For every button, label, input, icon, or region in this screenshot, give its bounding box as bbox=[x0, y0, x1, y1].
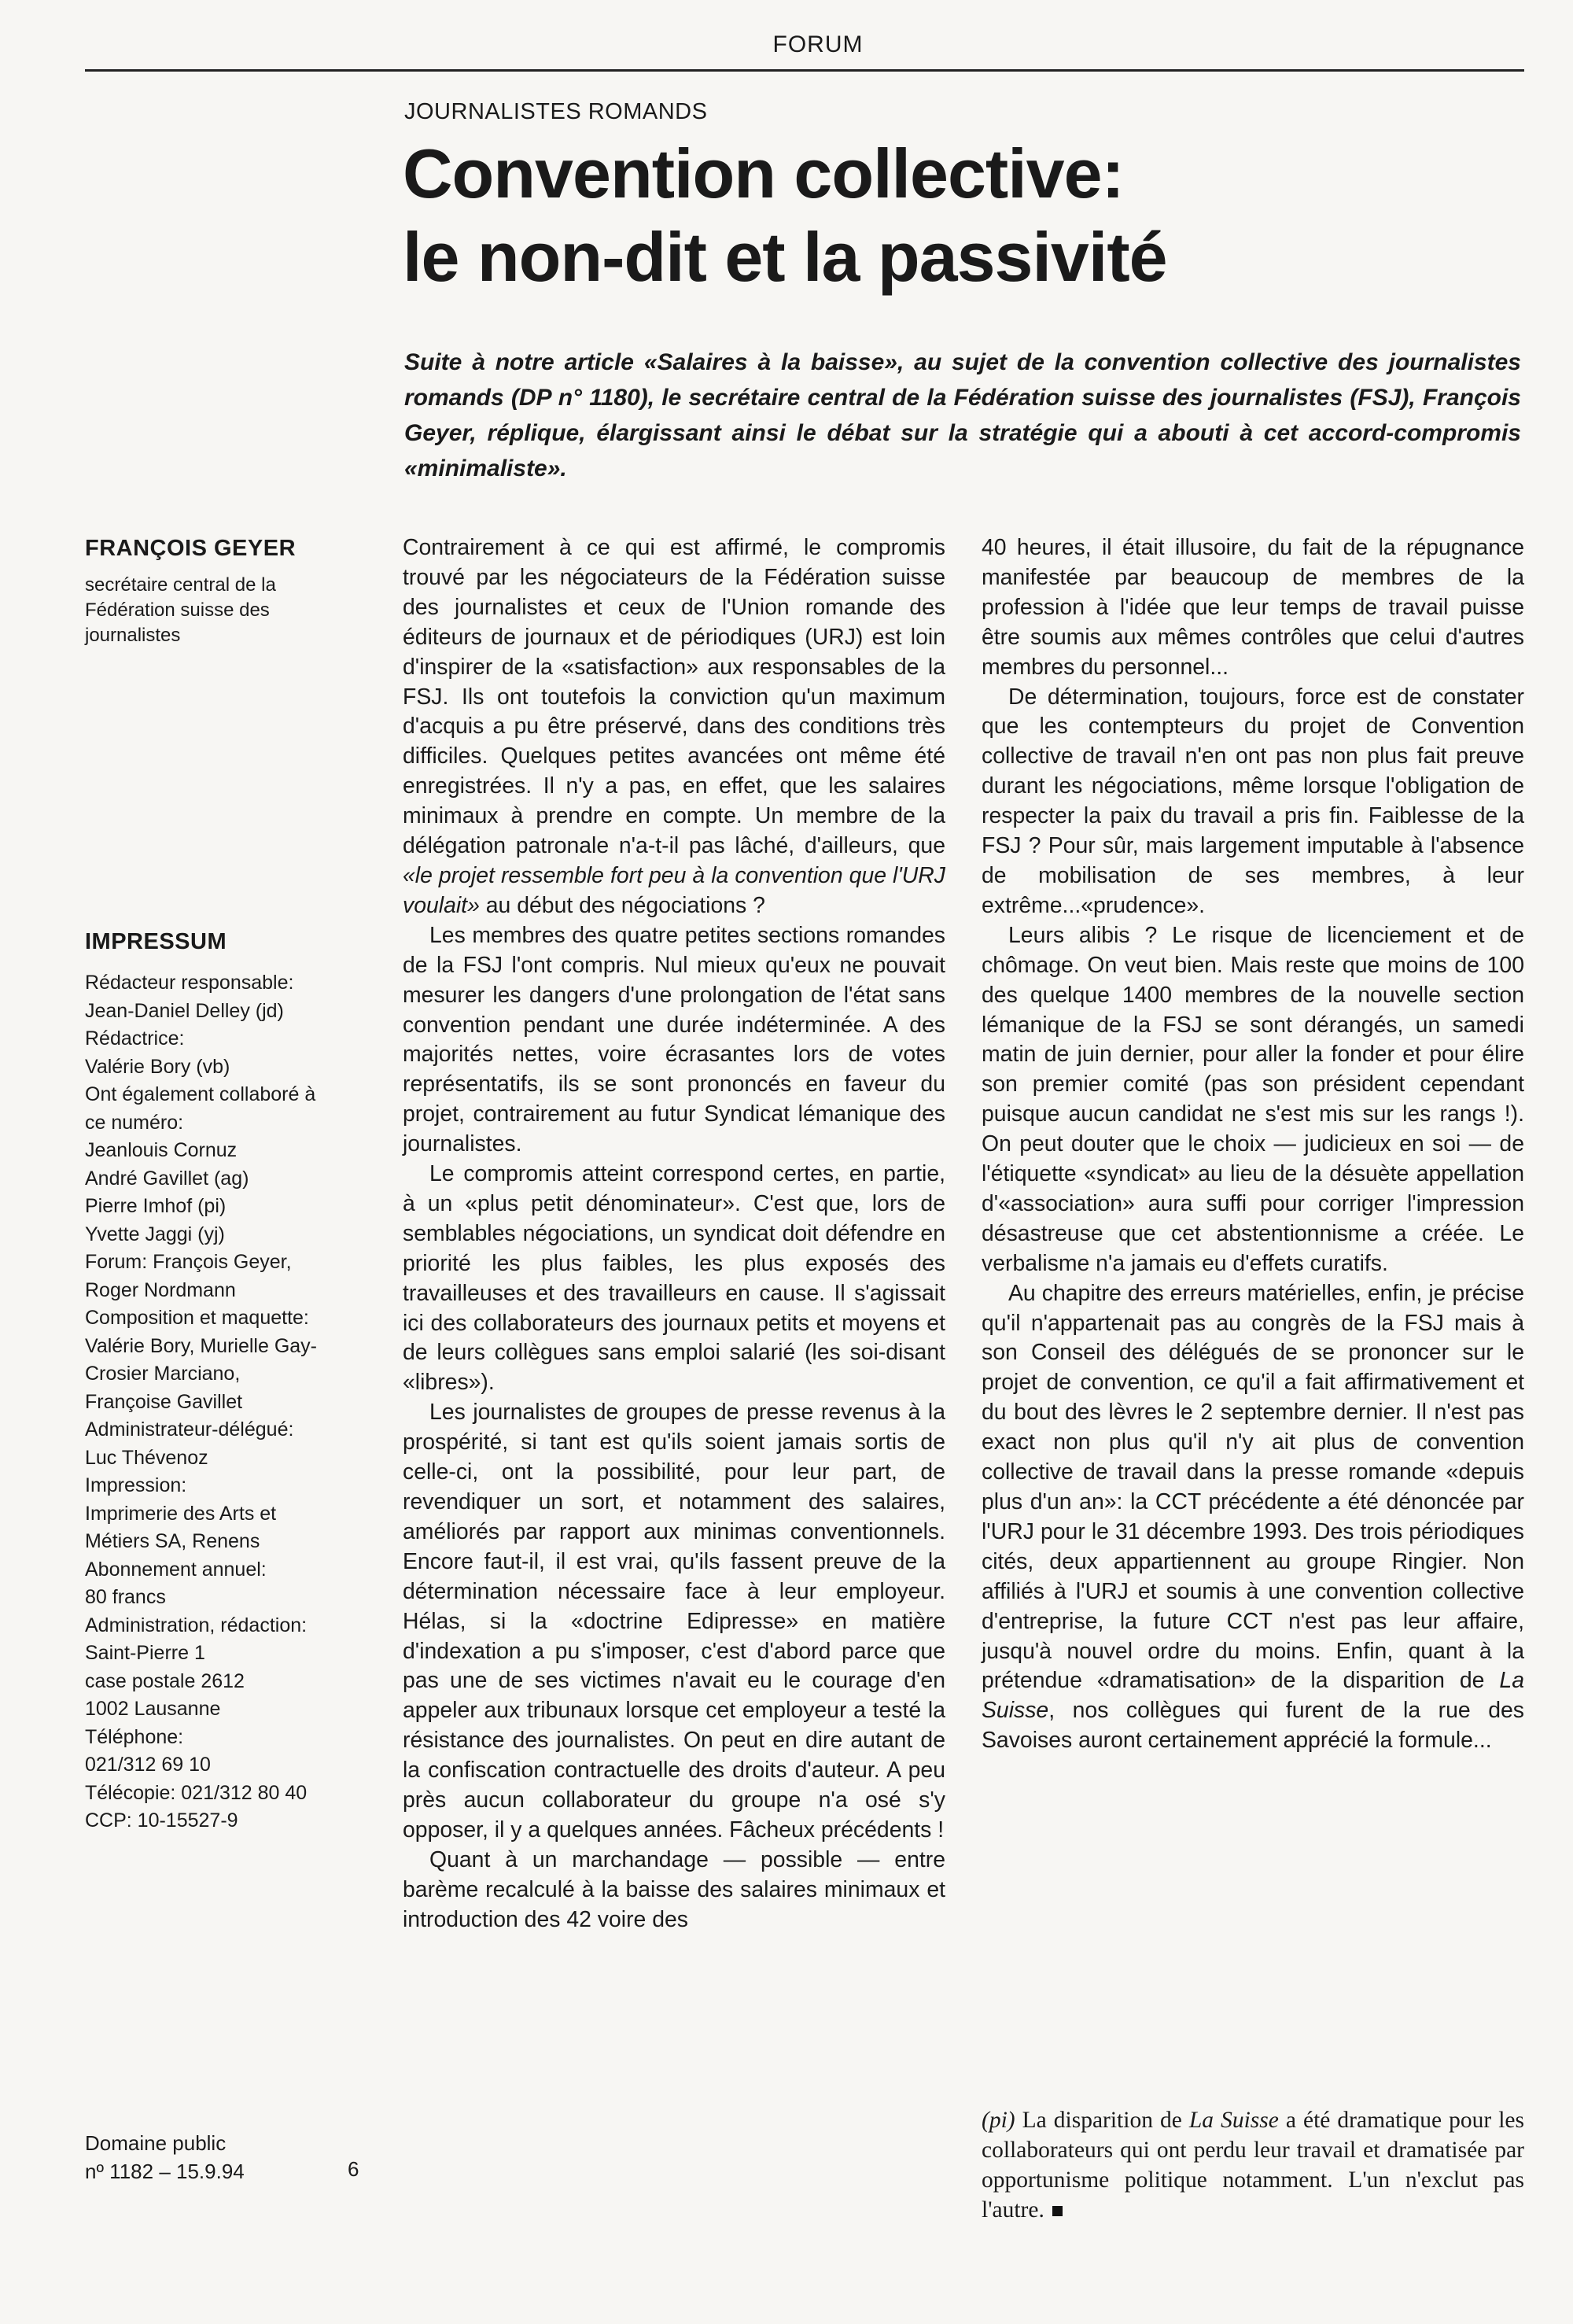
impressum-line: Françoise Gavillet bbox=[85, 1390, 243, 1413]
impressum-line: Rédactrice: bbox=[85, 1027, 185, 1049]
headline-line-2: le non-dit et la passivité bbox=[403, 218, 1167, 296]
text-run: , nos collègues qui furent de la rue des Savoises auront certainement apprécié la formule... bbox=[982, 1698, 1524, 1754]
article-headline bbox=[403, 132, 1504, 299]
article-lead: Suite à notre article «Salaires à la baisse», au sujet de la convention collective des journalistes romands (DP n° 1180), le secrétaire central de la Fédération suisse des journalistes (FSJ), François Geyer, réplique, élargissant ainsi le débat sur la stratégie qui a abouti à cet accord-compromis «minimaliste». bbox=[404, 349, 1521, 481]
impressum-list bbox=[85, 969, 368, 1835]
paragraph: Quant à un marchandage — possible — entre barème recalculé à la baisse des salaires minimaux et introduction des 42 voire des bbox=[403, 1846, 945, 1932]
paragraph: 40 heures, il était illusoire, du fait de la répugnance manifestée par beaucoup de membres de la profession à l'idée que leur temps de travail puisse être soumis aux mêmes contrôles que celui d'autres membres du personnel... bbox=[982, 535, 1524, 680]
text-run: Au chapitre des erreurs matérielles, enfin, je précise qu'il n'appartenait pas au congrès de la FSJ mais à son Conseil des délégués de se prononcer sur le projet de convention, ce qu'il a fait affirmativement et du bout des lèvres le 2 septembre dernier. Il n'est pas exact non plus qu'il n'y ait plus de convention collective de travail dans la presse romande «depuis plus d'un an»: la CCT précédente a été dénoncée par l'URJ pour le 31 décembre 1993. Des trois périodiques cités, deux appartiennent au groupe Ringier. Non affiliés à l'URJ et soumis à une convention collective d'entreprise, la future CCT n'est pas leur affaire, jusqu'à nouvel ordre du moins. Enfin, quant à la prétendue «dramatisation» de la disparition de bbox=[982, 1280, 1524, 1694]
article-kicker: JOURNALISTES ROMANDS bbox=[404, 99, 708, 124]
author-role: secrétaire central de la Fédération suisse des journalistes bbox=[85, 574, 276, 646]
impressum-line: Rédacteur responsable: bbox=[85, 972, 294, 994]
paragraph: Les journalistes de groupes de presse revenus à la prospérité, si tant est qu'ils soient jamais sortis de celle-ci, ont la possibilité, pour leur part, de revendiquer un sort, et notamment des salaires, améliorés par rapport aux minimas conventionnels. Encore faut-il, il est vrai, qu'ils fassent preuve de la détermination nécessaire face à leur employeur. Hélas, si la «doctrine Edipresse» en matière d'indexation a pu s'imposer, c'est d'abord parce que pas une de ses victimes n'avait eu le courage d'en appeler aux tribunaux lorsque cet employeur a testé la résistance des journalistes. On peut en dire autant de la confiscation contractuelle des droits d'auteur. A peu près aucun collaborateur du groupe n'a osé s'y opposer, il y a quelques années. Fâcheux précédents ! bbox=[403, 1400, 945, 1843]
impressum-line: Administration, rédaction: bbox=[85, 1614, 308, 1636]
impressum-line: Valérie Bory (vb) bbox=[85, 1055, 230, 1078]
impressum-line: Impression: bbox=[85, 1474, 187, 1496]
section-rubric: FORUM bbox=[755, 31, 881, 58]
impressum-line: Yvette Jaggi (yj) bbox=[85, 1223, 225, 1245]
impressum-line: Imprimerie des Arts et bbox=[85, 1502, 277, 1525]
header-rule bbox=[85, 69, 1524, 72]
issue-number: nº 1182 – 15.9.94 bbox=[85, 2160, 245, 2183]
text-run: au début des négociations ? bbox=[479, 892, 765, 918]
headline-line-1: Convention collective: bbox=[403, 135, 1124, 212]
impressum-line: Saint-Pierre 1 bbox=[85, 1642, 205, 1664]
impressum-line: Jean-Daniel Delley (jd) bbox=[85, 999, 284, 1022]
impressum-line: Crosier Marciano, bbox=[85, 1363, 241, 1385]
paragraph: Leurs alibis ? Le risque de licenciement et de chômage. On veut bien. Mais reste que moins de 100 des quelque 1400 membres de la nouvelle section lémanique de la FSJ se sont dérangés, un samedi matin de juin dernier, pour aller la fonder et pour élire son premier comité (pas son président cependant puisque aucun candidat ne s'est mis sur les rangs !). On peut douter que le choix — judicieux en soi — de l'étiquette «syndicat» au lieu de la désuète appellation d'«association» aura suffi pour corriger l'impression désastreuse que cet abstentionnisme a créée. Le verbalisme n'a jamais eu d'effets curatifs. bbox=[982, 922, 1524, 1276]
impressum-line: Roger Nordmann bbox=[85, 1278, 236, 1301]
paragraph: Les membres des quatre petites sections romandes de la FSJ l'ont compris. Nul mieux qu'eux ne pouvait mesurer les dangers d'une prolongation de l'état sans convention pendant une durée indéterminée. A des majorités nettes, voire écrasantes lors de votes représentatifs, ils se sont prononcés en faveur du projet, contrairement au futur Syndicat lémanique des journalistes. bbox=[403, 922, 945, 1157]
paragraph: De détermination, toujours, force est de constater que les contempteurs du projet de Convention collective de travail n'en ont pas non plus fait preuve durant les négociations, même lorsque l'obligation de respecter la paix du travail a pris fin. Faiblesse de la FSJ ? Pour sûr, mais largement imputable à l'absence de mobilisation de ses membres, à leur extrême...«prudence». bbox=[982, 684, 1524, 918]
editor-note bbox=[982, 2105, 1524, 2225]
end-of-article-mark bbox=[1052, 2206, 1063, 2216]
quotation: «le projet ressemble fort peu à la convention que l'URJ voulait» bbox=[403, 862, 945, 918]
impressum-line: Pierre Imhof (pi) bbox=[85, 1195, 227, 1217]
text-run: a été dramatique pour les collaborateurs qui ont perdu leur travail et dramatisée par opportunisme politique notamment. L'un n'exclut pas l'autre. bbox=[982, 2108, 1525, 2223]
text-run: La disparition de bbox=[1015, 2108, 1189, 2133]
impressum-line: Administrateur-délégué: bbox=[85, 1418, 294, 1441]
impressum-line: 1002 Lausanne bbox=[85, 1698, 221, 1720]
impressum-line: 80 francs bbox=[85, 1586, 166, 1608]
impressum-title: IMPRESSUM bbox=[85, 929, 227, 954]
impressum-line: Forum: François Geyer, bbox=[85, 1251, 292, 1273]
newspaper-title: La Suisse bbox=[982, 1668, 1524, 1724]
impressum-line: Téléphone: bbox=[85, 1725, 184, 1748]
impressum-line: 021/312 69 10 bbox=[85, 1754, 211, 1776]
paragraph bbox=[403, 533, 945, 921]
impressum-line: case postale 2612 bbox=[85, 1669, 245, 1692]
paragraph bbox=[982, 1279, 1524, 1757]
impressum-line: Métiers SA, Renens bbox=[85, 1530, 260, 1552]
article-column-2 bbox=[982, 533, 1524, 1756]
page-number: 6 bbox=[348, 2157, 359, 2181]
newspaper-title: La Suisse bbox=[1188, 2108, 1279, 2133]
impressum-line: Ont également collaboré à bbox=[85, 1083, 316, 1105]
impressum-line: André Gavillet (ag) bbox=[85, 1167, 249, 1190]
impressum-line: Valérie Bory, Murielle Gay- bbox=[85, 1334, 317, 1357]
article-column-1 bbox=[403, 533, 945, 1935]
impressum-line: Composition et maquette: bbox=[85, 1307, 309, 1329]
impressum-line: Jeanlouis Cornuz bbox=[85, 1139, 238, 1161]
text-run: Contrairement à ce qui est affirmé, le compromis trouvé par les négociateurs de la Fédération suisse des journalistes et ceux de l'Union romande des éditeurs de journaux et de périodiques (URJ) est loin d'inspirer de la «satisfaction» aux responsables de la FSJ. Ils ont toutefois la conviction qu'un maximum d'acquis a pu être préservé, dans des conditions très difficiles. Quelques petites avancées ont même été enregistrées. Il n'y a pas, en effet, que les salaires minimaux à prendre en compte. Un membre de la délégation patronale n'a-t-il pas lâché, d'ailleurs, que bbox=[403, 535, 945, 859]
impressum-line: Luc Thévenoz bbox=[85, 1446, 208, 1469]
impressum-line: ce numéro: bbox=[85, 1111, 184, 1134]
author-name: FRANÇOIS GEYER bbox=[85, 536, 297, 561]
paragraph: Le compromis atteint correspond certes, en partie, à un «plus petit dénominateur». C'est que, lors de semblables négociations, un syndicat doit défendre en priorité les plus faibles, les plus exposés des travailleuses et des travailleurs en cause. Il s'agissait ici des collaborateurs des journaux petits et moyens et de leurs collègues sans emploi salarié (les soi-disant «libres»). bbox=[403, 1161, 945, 1396]
impressum-line: CCP: 10-15527-9 bbox=[85, 1809, 238, 1832]
publication-name: Domaine public bbox=[85, 2131, 227, 2155]
impressum-line: Abonnement annuel: bbox=[85, 1558, 267, 1581]
publication-footer bbox=[85, 2129, 245, 2186]
editor-initials: (pi) bbox=[982, 2108, 1015, 2133]
impressum-line: Télécopie: 021/312 80 40 bbox=[85, 1781, 308, 1804]
